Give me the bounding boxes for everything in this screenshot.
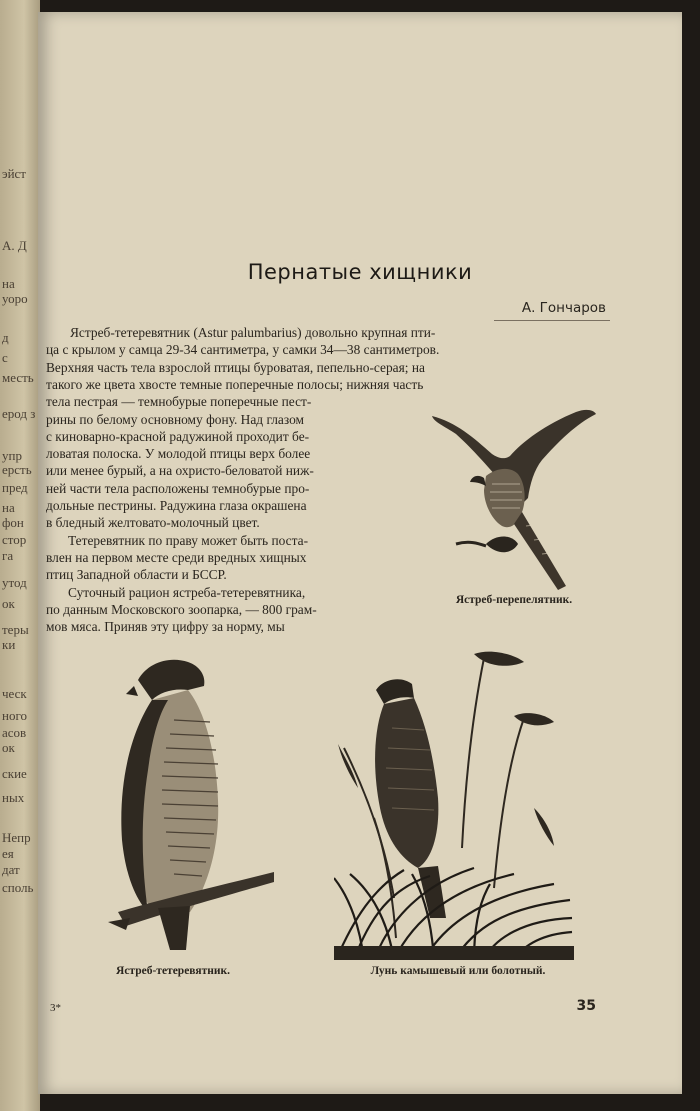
left-page-text-fragment: теры: [2, 622, 29, 637]
left-page-text-fragment: ерод з: [2, 406, 36, 421]
left-page-text-fragment: ок: [2, 740, 15, 755]
article-line: дольные пестрины. Радужина глаза окрашена: [46, 498, 307, 513]
left-page-text-fragment: ские: [2, 766, 27, 781]
article-line: Верхняя часть тела взрослой птицы буроватая, пепельно-серая; на: [46, 359, 425, 375]
left-page-text-fragment: ного: [2, 708, 27, 723]
article-line: Тетеревятник по праву может быть поста-: [68, 532, 309, 548]
caption-sparrowhawk: Ястреб-перепелятник.: [455, 594, 573, 606]
left-page-text-fragment: ческ: [2, 686, 27, 701]
left-page-text-fragment: ерсть: [2, 462, 32, 477]
article-line: такого же цвета хвосте темные поперечные полосы; нижняя часть: [46, 376, 424, 392]
sparrowhawk-illustration: [426, 394, 602, 594]
article-line: птиц Западной области и БССР.: [46, 567, 227, 583]
left-page-text-fragment: с: [2, 350, 8, 365]
marsh-harrier-illustration: [334, 648, 574, 960]
left-page-text-fragment: стор: [2, 532, 27, 547]
article-line: с киноварно-красной радужиной проходит бе-: [46, 428, 310, 444]
article-line: по данным Московского зоопарка, — 800 грам-: [46, 601, 317, 617]
left-page-text-fragment: утод: [2, 575, 27, 590]
article-line: в бледный желтовато-молочный цвет.: [46, 515, 260, 531]
goshawk-illustration: [78, 650, 278, 960]
left-page-text-fragment: ея: [2, 846, 14, 861]
article-line: тела пестрая — темнобурые поперечные пест-: [46, 394, 312, 410]
left-page-text-fragment: асов: [2, 725, 27, 740]
article-author: А. Гончаров: [521, 300, 606, 316]
book-page: [38, 12, 682, 1094]
left-page-text-fragment: упр: [2, 448, 22, 463]
left-page-edge: [0, 0, 40, 1111]
left-page-text-fragment: га: [2, 548, 14, 563]
left-page-text-fragment: на: [2, 500, 15, 515]
article-line: ловатая полоска. У молодой птицы верх более: [46, 446, 311, 462]
left-page-text-fragment: дат: [2, 862, 20, 877]
left-page-text-fragment: д: [2, 330, 9, 345]
signature-mark: 3*: [50, 1002, 61, 1014]
article-line: ней части тела расположены темнобурые про-: [46, 480, 310, 496]
left-page-text-fragment: ных: [2, 790, 25, 805]
caption-goshawk: Ястреб-тетеревятник.: [116, 965, 230, 977]
article-line: ца с крылом у самца 29-34 сантиметра, у самки 34—38 сантиметров.: [46, 342, 440, 358]
author-underline: [494, 320, 610, 321]
left-page-text-fragment: уоро: [2, 291, 28, 306]
article-line: рины по белому основному фону. Над глазом: [46, 411, 305, 427]
left-page-text-fragment: Непр: [2, 830, 31, 845]
article-line: влен на первом месте среди вредных хищных: [46, 549, 307, 565]
article-line: мов мяса. Приняв эту цифру за норму, мы: [46, 619, 285, 635]
left-page-text-fragment: А. Д: [2, 238, 27, 253]
left-page-text-fragment: споль: [2, 880, 34, 895]
caption-marsh-harrier: Лунь камышевый или болотный.: [370, 965, 546, 977]
left-page-text-fragment: ки: [2, 637, 16, 652]
article-title: Пернатые хищники: [247, 260, 473, 284]
left-page-text-fragment: пред: [2, 480, 28, 495]
article-line: Суточный рацион ястреба-тетеревятника,: [68, 584, 306, 600]
article-line: или менее бурый, а на охристо-беловатой ниж-: [46, 463, 314, 479]
page-number: 35: [576, 998, 596, 1014]
left-page-text-fragment: на: [2, 276, 15, 291]
left-page-text-fragment: ок: [2, 596, 15, 611]
left-page-text-fragment: месть: [2, 370, 34, 385]
left-page-text-fragment: фон: [2, 515, 24, 530]
left-page-text-fragment: эйст: [2, 166, 26, 181]
article-line: Ястреб-тетеревятник (Astur palumbarius) довольно крупная пти-: [70, 325, 436, 340]
